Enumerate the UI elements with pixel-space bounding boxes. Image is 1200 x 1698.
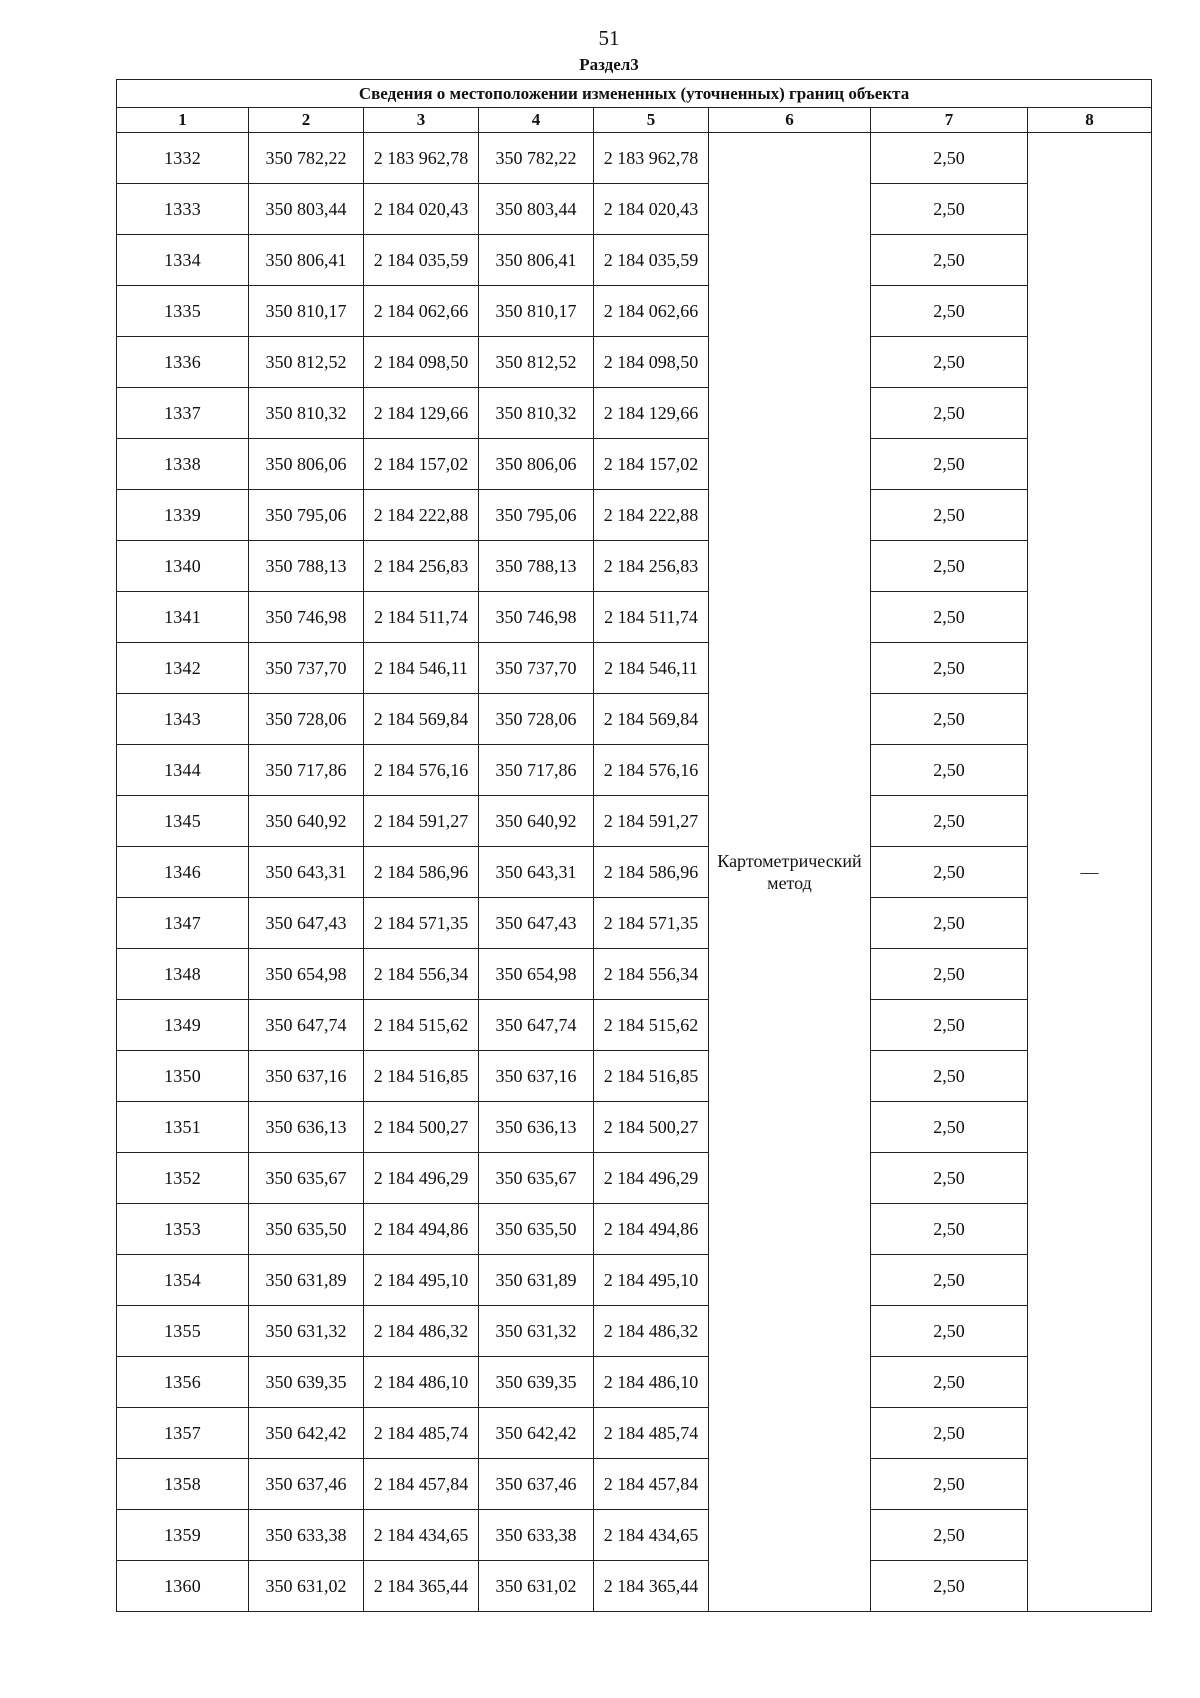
accuracy-cell: 2,50 <box>871 1408 1028 1459</box>
column-number: 6 <box>709 108 871 133</box>
y-new-cell: 2 184 035,59 <box>594 235 709 286</box>
table-row <box>117 898 1152 949</box>
y-old-cell: 2 184 571,35 <box>364 898 479 949</box>
column-number: 8 <box>1028 108 1152 133</box>
table-row <box>117 1306 1152 1357</box>
y-old-cell: 2 184 457,84 <box>364 1459 479 1510</box>
table-row <box>117 643 1152 694</box>
x-new-cell: 350 654,98 <box>479 949 594 1000</box>
accuracy-cell: 2,50 <box>871 286 1028 337</box>
x-old-cell: 350 737,70 <box>249 643 364 694</box>
x-old-cell: 350 642,42 <box>249 1408 364 1459</box>
y-new-cell: 2 184 591,27 <box>594 796 709 847</box>
table-row <box>117 1510 1152 1561</box>
coordinates-table <box>116 79 1152 1612</box>
x-old-cell: 350 633,38 <box>249 1510 364 1561</box>
point-number-cell: 1339 <box>117 490 249 541</box>
point-number-cell: 1337 <box>117 388 249 439</box>
table-row <box>117 1459 1152 1510</box>
y-old-cell: 2 184 434,65 <box>364 1510 479 1561</box>
table-row <box>117 1408 1152 1459</box>
point-number-cell: 1360 <box>117 1561 249 1612</box>
point-number-cell: 1338 <box>117 439 249 490</box>
y-new-cell: 2 184 062,66 <box>594 286 709 337</box>
x-old-cell: 350 810,32 <box>249 388 364 439</box>
point-number-cell: 1354 <box>117 1255 249 1306</box>
x-old-cell: 350 810,17 <box>249 286 364 337</box>
y-new-cell: 2 183 962,78 <box>594 133 709 184</box>
y-new-cell: 2 184 485,74 <box>594 1408 709 1459</box>
y-old-cell: 2 184 129,66 <box>364 388 479 439</box>
method-cell: Картометрический метод <box>709 133 871 1612</box>
column-number: 3 <box>364 108 479 133</box>
y-old-cell: 2 184 222,88 <box>364 490 479 541</box>
x-new-cell: 350 806,06 <box>479 439 594 490</box>
point-number-cell: 1343 <box>117 694 249 745</box>
y-new-cell: 2 184 586,96 <box>594 847 709 898</box>
accuracy-cell: 2,50 <box>871 541 1028 592</box>
accuracy-cell: 2,50 <box>871 1102 1028 1153</box>
point-number-cell: 1334 <box>117 235 249 286</box>
y-old-cell: 2 184 516,85 <box>364 1051 479 1102</box>
y-old-cell: 2 184 485,74 <box>364 1408 479 1459</box>
accuracy-cell: 2,50 <box>871 898 1028 949</box>
accuracy-cell: 2,50 <box>871 949 1028 1000</box>
y-old-cell: 2 184 546,11 <box>364 643 479 694</box>
accuracy-cell: 2,50 <box>871 490 1028 541</box>
x-new-cell: 350 642,42 <box>479 1408 594 1459</box>
table-row <box>117 1153 1152 1204</box>
y-new-cell: 2 184 569,84 <box>594 694 709 745</box>
x-new-cell: 350 636,13 <box>479 1102 594 1153</box>
y-new-cell: 2 184 500,27 <box>594 1102 709 1153</box>
y-new-cell: 2 184 434,65 <box>594 1510 709 1561</box>
point-number-cell: 1349 <box>117 1000 249 1051</box>
table-row <box>117 1000 1152 1051</box>
accuracy-cell: 2,50 <box>871 337 1028 388</box>
accuracy-cell: 2,50 <box>871 592 1028 643</box>
x-old-cell: 350 795,06 <box>249 490 364 541</box>
x-new-cell: 350 635,67 <box>479 1153 594 1204</box>
x-old-cell: 350 636,13 <box>249 1102 364 1153</box>
table-row <box>117 337 1152 388</box>
x-new-cell: 350 717,86 <box>479 745 594 796</box>
point-number-cell: 1358 <box>117 1459 249 1510</box>
x-old-cell: 350 806,06 <box>249 439 364 490</box>
x-new-cell: 350 635,50 <box>479 1204 594 1255</box>
accuracy-cell: 2,50 <box>871 439 1028 490</box>
x-new-cell: 350 637,46 <box>479 1459 594 1510</box>
table-row <box>117 388 1152 439</box>
y-new-cell: 2 184 222,88 <box>594 490 709 541</box>
x-old-cell: 350 631,89 <box>249 1255 364 1306</box>
point-number-cell: 1335 <box>117 286 249 337</box>
accuracy-cell: 2,50 <box>871 745 1028 796</box>
x-old-cell: 350 647,74 <box>249 1000 364 1051</box>
point-number-cell: 1344 <box>117 745 249 796</box>
y-new-cell: 2 184 129,66 <box>594 388 709 439</box>
y-old-cell: 2 184 020,43 <box>364 184 479 235</box>
column-number: 7 <box>871 108 1028 133</box>
accuracy-cell: 2,50 <box>871 1255 1028 1306</box>
y-new-cell: 2 184 571,35 <box>594 898 709 949</box>
y-new-cell: 2 184 486,10 <box>594 1357 709 1408</box>
table-row <box>117 1204 1152 1255</box>
table-row <box>117 1255 1152 1306</box>
accuracy-cell: 2,50 <box>871 1306 1028 1357</box>
x-new-cell: 350 795,06 <box>479 490 594 541</box>
point-number-cell: 1351 <box>117 1102 249 1153</box>
y-new-cell: 2 184 511,74 <box>594 592 709 643</box>
y-old-cell: 2 184 591,27 <box>364 796 479 847</box>
y-old-cell: 2 184 062,66 <box>364 286 479 337</box>
y-old-cell: 2 184 495,10 <box>364 1255 479 1306</box>
y-new-cell: 2 184 576,16 <box>594 745 709 796</box>
table-row <box>117 1357 1152 1408</box>
y-old-cell: 2 184 496,29 <box>364 1153 479 1204</box>
x-new-cell: 350 810,32 <box>479 388 594 439</box>
table-row <box>117 847 1152 898</box>
y-new-cell: 2 184 495,10 <box>594 1255 709 1306</box>
accuracy-cell: 2,50 <box>871 643 1028 694</box>
point-number-cell: 1350 <box>117 1051 249 1102</box>
point-number-cell: 1345 <box>117 796 249 847</box>
point-number-cell: 1356 <box>117 1357 249 1408</box>
section-title: Раздел3 <box>579 55 639 74</box>
column-number: 1 <box>117 108 249 133</box>
point-number-cell: 1352 <box>117 1153 249 1204</box>
y-old-cell: 2 184 365,44 <box>364 1561 479 1612</box>
accuracy-cell: 2,50 <box>871 133 1028 184</box>
x-new-cell: 350 810,17 <box>479 286 594 337</box>
accuracy-cell: 2,50 <box>871 184 1028 235</box>
y-old-cell: 2 184 157,02 <box>364 439 479 490</box>
x-new-cell: 350 812,52 <box>479 337 594 388</box>
y-old-cell: 2 184 586,96 <box>364 847 479 898</box>
y-new-cell: 2 184 365,44 <box>594 1561 709 1612</box>
point-number-cell: 1359 <box>117 1510 249 1561</box>
x-old-cell: 350 806,41 <box>249 235 364 286</box>
column-number: 5 <box>594 108 709 133</box>
x-new-cell: 350 631,02 <box>479 1561 594 1612</box>
x-new-cell: 350 647,43 <box>479 898 594 949</box>
table-caption: Сведения о местоположении измененных (уточненных) границ объекта <box>117 80 1152 108</box>
table-row <box>117 133 1152 184</box>
x-old-cell: 350 637,46 <box>249 1459 364 1510</box>
accuracy-cell: 2,50 <box>871 847 1028 898</box>
x-old-cell: 350 654,98 <box>249 949 364 1000</box>
table-body <box>117 133 1152 1612</box>
table-row <box>117 235 1152 286</box>
column-number: 4 <box>479 108 594 133</box>
y-old-cell: 2 184 511,74 <box>364 592 479 643</box>
accuracy-cell: 2,50 <box>871 1000 1028 1051</box>
table-row <box>117 745 1152 796</box>
y-old-cell: 2 184 494,86 <box>364 1204 479 1255</box>
accuracy-cell: 2,50 <box>871 1051 1028 1102</box>
point-number-cell: 1333 <box>117 184 249 235</box>
point-number-cell: 1357 <box>117 1408 249 1459</box>
table-row <box>117 1561 1152 1612</box>
point-number-cell: 1347 <box>117 898 249 949</box>
x-new-cell: 350 640,92 <box>479 796 594 847</box>
x-new-cell: 350 803,44 <box>479 184 594 235</box>
x-old-cell: 350 635,50 <box>249 1204 364 1255</box>
point-number-cell: 1332 <box>117 133 249 184</box>
y-new-cell: 2 184 098,50 <box>594 337 709 388</box>
y-new-cell: 2 184 556,34 <box>594 949 709 1000</box>
y-new-cell: 2 184 157,02 <box>594 439 709 490</box>
point-number-cell: 1353 <box>117 1204 249 1255</box>
x-old-cell: 350 647,43 <box>249 898 364 949</box>
x-old-cell: 350 812,52 <box>249 337 364 388</box>
x-old-cell: 350 640,92 <box>249 796 364 847</box>
x-new-cell: 350 647,74 <box>479 1000 594 1051</box>
y-old-cell: 2 184 515,62 <box>364 1000 479 1051</box>
x-old-cell: 350 782,22 <box>249 133 364 184</box>
table-row <box>117 1102 1152 1153</box>
y-old-cell: 2 184 500,27 <box>364 1102 479 1153</box>
x-old-cell: 350 639,35 <box>249 1357 364 1408</box>
page-number: 51 <box>598 26 620 50</box>
x-new-cell: 350 746,98 <box>479 592 594 643</box>
table-row <box>117 184 1152 235</box>
y-new-cell: 2 184 486,32 <box>594 1306 709 1357</box>
x-new-cell: 350 788,13 <box>479 541 594 592</box>
x-new-cell: 350 806,41 <box>479 235 594 286</box>
x-new-cell: 350 631,89 <box>479 1255 594 1306</box>
table-row <box>117 490 1152 541</box>
y-old-cell: 2 184 569,84 <box>364 694 479 745</box>
x-old-cell: 350 788,13 <box>249 541 364 592</box>
y-old-cell: 2 184 098,50 <box>364 337 479 388</box>
x-old-cell: 350 631,32 <box>249 1306 364 1357</box>
y-old-cell: 2 184 486,32 <box>364 1306 479 1357</box>
column-number: 2 <box>249 108 364 133</box>
y-new-cell: 2 184 457,84 <box>594 1459 709 1510</box>
y-old-cell: 2 184 576,16 <box>364 745 479 796</box>
y-new-cell: 2 184 546,11 <box>594 643 709 694</box>
point-number-cell: 1346 <box>117 847 249 898</box>
point-number-cell: 1355 <box>117 1306 249 1357</box>
y-new-cell: 2 184 020,43 <box>594 184 709 235</box>
table-row <box>117 796 1152 847</box>
y-old-cell: 2 184 486,10 <box>364 1357 479 1408</box>
accuracy-cell: 2,50 <box>871 1459 1028 1510</box>
point-number-cell: 1341 <box>117 592 249 643</box>
x-new-cell: 350 637,16 <box>479 1051 594 1102</box>
x-new-cell: 350 728,06 <box>479 694 594 745</box>
y-new-cell: 2 184 256,83 <box>594 541 709 592</box>
y-new-cell: 2 184 494,86 <box>594 1204 709 1255</box>
accuracy-cell: 2,50 <box>871 1510 1028 1561</box>
y-old-cell: 2 184 035,59 <box>364 235 479 286</box>
x-new-cell: 350 643,31 <box>479 847 594 898</box>
accuracy-cell: 2,50 <box>871 1561 1028 1612</box>
x-old-cell: 350 746,98 <box>249 592 364 643</box>
x-old-cell: 350 637,16 <box>249 1051 364 1102</box>
x-old-cell: 350 635,67 <box>249 1153 364 1204</box>
table-row <box>117 439 1152 490</box>
x-old-cell: 350 717,86 <box>249 745 364 796</box>
y-new-cell: 2 184 516,85 <box>594 1051 709 1102</box>
y-new-cell: 2 184 496,29 <box>594 1153 709 1204</box>
x-new-cell: 350 639,35 <box>479 1357 594 1408</box>
column8-cell: — <box>1028 133 1152 1612</box>
accuracy-cell: 2,50 <box>871 694 1028 745</box>
accuracy-cell: 2,50 <box>871 796 1028 847</box>
accuracy-cell: 2,50 <box>871 1204 1028 1255</box>
table-row <box>117 694 1152 745</box>
x-old-cell: 350 803,44 <box>249 184 364 235</box>
x-new-cell: 350 782,22 <box>479 133 594 184</box>
y-old-cell: 2 184 556,34 <box>364 949 479 1000</box>
accuracy-cell: 2,50 <box>871 388 1028 439</box>
y-old-cell: 2 184 256,83 <box>364 541 479 592</box>
x-old-cell: 350 643,31 <box>249 847 364 898</box>
table-row <box>117 949 1152 1000</box>
point-number-cell: 1348 <box>117 949 249 1000</box>
table-row <box>117 286 1152 337</box>
accuracy-cell: 2,50 <box>871 1153 1028 1204</box>
x-new-cell: 350 631,32 <box>479 1306 594 1357</box>
x-new-cell: 350 737,70 <box>479 643 594 694</box>
table-row <box>117 592 1152 643</box>
accuracy-cell: 2,50 <box>871 235 1028 286</box>
point-number-cell: 1336 <box>117 337 249 388</box>
y-new-cell: 2 184 515,62 <box>594 1000 709 1051</box>
x-old-cell: 350 631,02 <box>249 1561 364 1612</box>
point-number-cell: 1342 <box>117 643 249 694</box>
x-new-cell: 350 633,38 <box>479 1510 594 1561</box>
table-row <box>117 541 1152 592</box>
y-old-cell: 2 183 962,78 <box>364 133 479 184</box>
x-old-cell: 350 728,06 <box>249 694 364 745</box>
point-number-cell: 1340 <box>117 541 249 592</box>
table-row <box>117 1051 1152 1102</box>
accuracy-cell: 2,50 <box>871 1357 1028 1408</box>
